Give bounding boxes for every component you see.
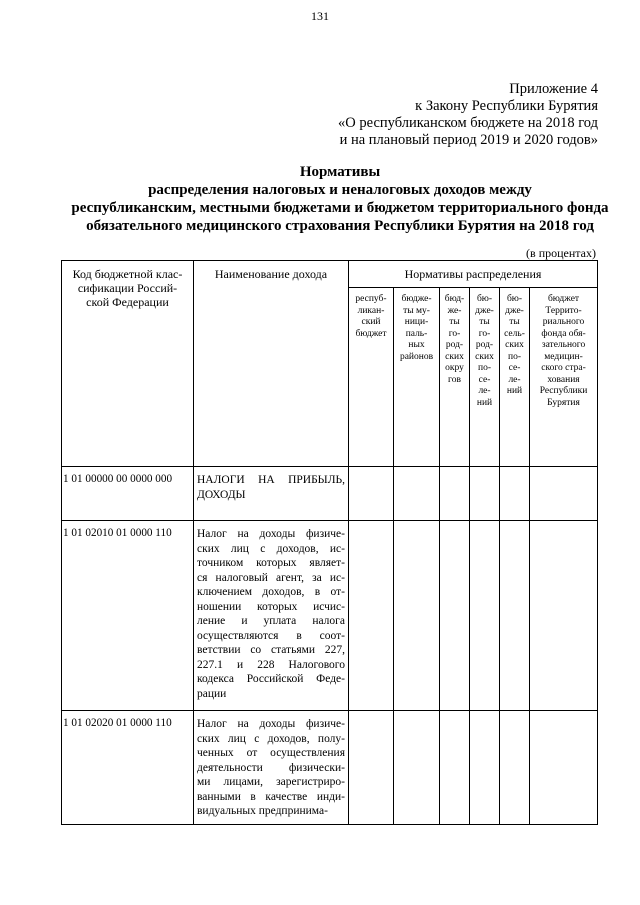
- cell: [394, 467, 440, 521]
- header-col-line: ских: [505, 340, 524, 350]
- header-col-line: ты: [449, 317, 460, 327]
- cell: [470, 467, 500, 521]
- header-col-line: сель-: [504, 328, 525, 339]
- header-col-line: ты: [479, 317, 490, 327]
- row-name-line: ванными в качестве инди-: [197, 790, 345, 803]
- annex-line: и на плановый период 2019 и 2020 годов»: [339, 132, 598, 148]
- row-name-line: ление и уплата налога: [197, 615, 345, 627]
- row-code: 1 01 02020 01 0000 110: [62, 711, 194, 825]
- cell: [394, 521, 440, 711]
- row-name-line: ДОХОДЫ: [197, 488, 246, 501]
- row-code: 1 01 02010 01 0000 110: [62, 521, 194, 711]
- header-col-line: районов: [399, 351, 434, 362]
- header-col-line: бюд-: [444, 294, 465, 304]
- header-col-line: бюджет: [547, 294, 580, 304]
- row-name-line: деятельности физически-: [197, 761, 345, 774]
- table-row: [62, 467, 598, 521]
- row-name-line: кодекса Российской Феде-: [197, 673, 345, 685]
- header-col-line: бю-: [476, 294, 493, 304]
- cell: [530, 521, 598, 711]
- header-col-urban-settlements: [470, 288, 500, 467]
- header-col-line: род-: [445, 340, 464, 350]
- header-col-line: риального: [542, 317, 585, 327]
- header-col-line: ских: [445, 351, 464, 362]
- cell: [394, 711, 440, 825]
- cell: [349, 521, 394, 711]
- row-name-line: осуществляются в соот-: [197, 629, 345, 642]
- header-col-line: ты му-: [403, 305, 430, 316]
- header-norms: Нормативы распределения: [349, 261, 598, 288]
- units-note: (в процентах): [526, 246, 596, 260]
- header-col-line: ници-: [404, 317, 429, 327]
- annex-heading: [268, 81, 598, 149]
- header-col-line: се-: [508, 363, 521, 373]
- header-col-line: ний: [506, 386, 523, 396]
- row-code: 1 01 00000 00 0000 000: [62, 467, 194, 521]
- cell: [440, 521, 470, 711]
- header-col-line: ского стра-: [541, 363, 586, 373]
- header-col-line: паль-: [405, 328, 428, 339]
- row-name-line: Налог на доходы физиче-: [197, 528, 345, 540]
- cell: [470, 711, 500, 825]
- header-col-line: медицин-: [544, 351, 583, 362]
- row-name-line: ченных от осуществления: [197, 747, 345, 759]
- annex-line: «О республиканском бюджете на 2018 год: [338, 115, 598, 131]
- header-col-line: Бурятия: [547, 397, 580, 408]
- header-col-health-fund: [530, 288, 598, 467]
- cell: [470, 521, 500, 711]
- header-col-line: фонда обя-: [541, 328, 586, 339]
- row-name-line: точником которых являет-: [197, 557, 345, 569]
- row-name-line: ключением доходов, в от-: [197, 586, 345, 598]
- header-col-line: ских: [475, 351, 494, 362]
- header-col-line: ле-: [508, 374, 521, 385]
- header-col-line: го-: [478, 328, 491, 339]
- header-code-line: сификации Россий-: [77, 281, 178, 295]
- row-name: [194, 711, 349, 825]
- row-name: [194, 467, 349, 521]
- header-col-line: по-: [508, 351, 521, 362]
- cell: [530, 467, 598, 521]
- header-col-districts: [394, 288, 440, 467]
- annex-line: Приложение 4: [509, 81, 598, 97]
- header-col-line: по-: [478, 363, 491, 373]
- title-line: республиканским, местными бюджетами и бюджетом территориального фонда: [71, 200, 609, 216]
- row-name-line: ми лицами, зарегистриро-: [197, 776, 345, 788]
- cell: [349, 711, 394, 825]
- row-name-line: ских лиц с доходов, полу-: [197, 732, 345, 745]
- page-number: 131: [311, 9, 329, 23]
- cell: [349, 467, 394, 521]
- header-col-republic: [349, 288, 394, 467]
- title-line: распределения налоговых и неналоговых доходов между: [148, 182, 532, 198]
- header-code-line: Код бюджетной клас-: [72, 267, 183, 281]
- table-row: [62, 521, 598, 711]
- header-col-line: бюджет: [355, 328, 387, 339]
- header-col-line: ний: [476, 397, 493, 408]
- table-row: [62, 711, 598, 825]
- header-code-line: ской Федерации: [86, 295, 169, 309]
- row-name-line: ношении которых исчис-: [197, 600, 345, 613]
- row-name-line: 227.1 и 228 Налогового: [197, 658, 345, 671]
- header-col-city-districts: [440, 288, 470, 467]
- header-col-line: бюдже-: [401, 294, 432, 304]
- row-name-line: ся налоговый агент, за ис-: [197, 571, 345, 584]
- header-col-line: бю-: [506, 294, 523, 304]
- header-col-line: ликан-: [357, 305, 385, 316]
- header-col-line: се-: [478, 374, 491, 385]
- header-col-line: Террито-: [545, 305, 582, 316]
- header-col-line: хования: [547, 374, 580, 385]
- title-line: Нормативы: [299, 164, 381, 180]
- row-name-line: видуальных предпринима-: [197, 805, 328, 817]
- cell: [500, 521, 530, 711]
- header-col-line: ты: [509, 317, 520, 327]
- header-col-line: дже-: [505, 305, 524, 316]
- row-name-line: ских лиц с доходов, ис-: [197, 542, 345, 555]
- document-title: [40, 163, 640, 235]
- row-name-line: НАЛОГИ НА ПРИБЫЛЬ,: [197, 474, 345, 486]
- header-col-line: же-: [447, 305, 462, 316]
- header-col-line: ных: [408, 340, 425, 350]
- header-col-rural-settlements: [500, 288, 530, 467]
- norms-table: [61, 260, 598, 825]
- header-col-line: окру: [445, 363, 464, 373]
- cell: [440, 467, 470, 521]
- cell: [500, 711, 530, 825]
- header-col-line: ле-: [478, 386, 491, 396]
- row-name-line: рации: [197, 687, 227, 700]
- title-line: обязательного медицинского страхования Республики Бурятия на 2018 год: [86, 218, 594, 234]
- row-name-line: ветствии со статьями 227,: [197, 644, 345, 656]
- header-col-line: гов: [448, 374, 461, 385]
- header-col-line: ский: [361, 317, 381, 327]
- row-name-line: Налог на доходы физиче-: [197, 718, 345, 730]
- header-col-line: го-: [448, 328, 461, 339]
- cell: [440, 711, 470, 825]
- header-code: [62, 261, 194, 467]
- header-name: Наименование дохода: [194, 261, 349, 467]
- header-col-line: род-: [475, 340, 494, 350]
- header-col-line: респуб-: [355, 294, 387, 304]
- header-col-line: Республики: [539, 386, 588, 396]
- annex-line: к Закону Республики Бурятия: [415, 98, 598, 114]
- cell: [500, 467, 530, 521]
- header-col-line: дже-: [475, 305, 494, 316]
- cell: [530, 711, 598, 825]
- header-col-line: зательного: [541, 340, 586, 350]
- row-name: [194, 521, 349, 711]
